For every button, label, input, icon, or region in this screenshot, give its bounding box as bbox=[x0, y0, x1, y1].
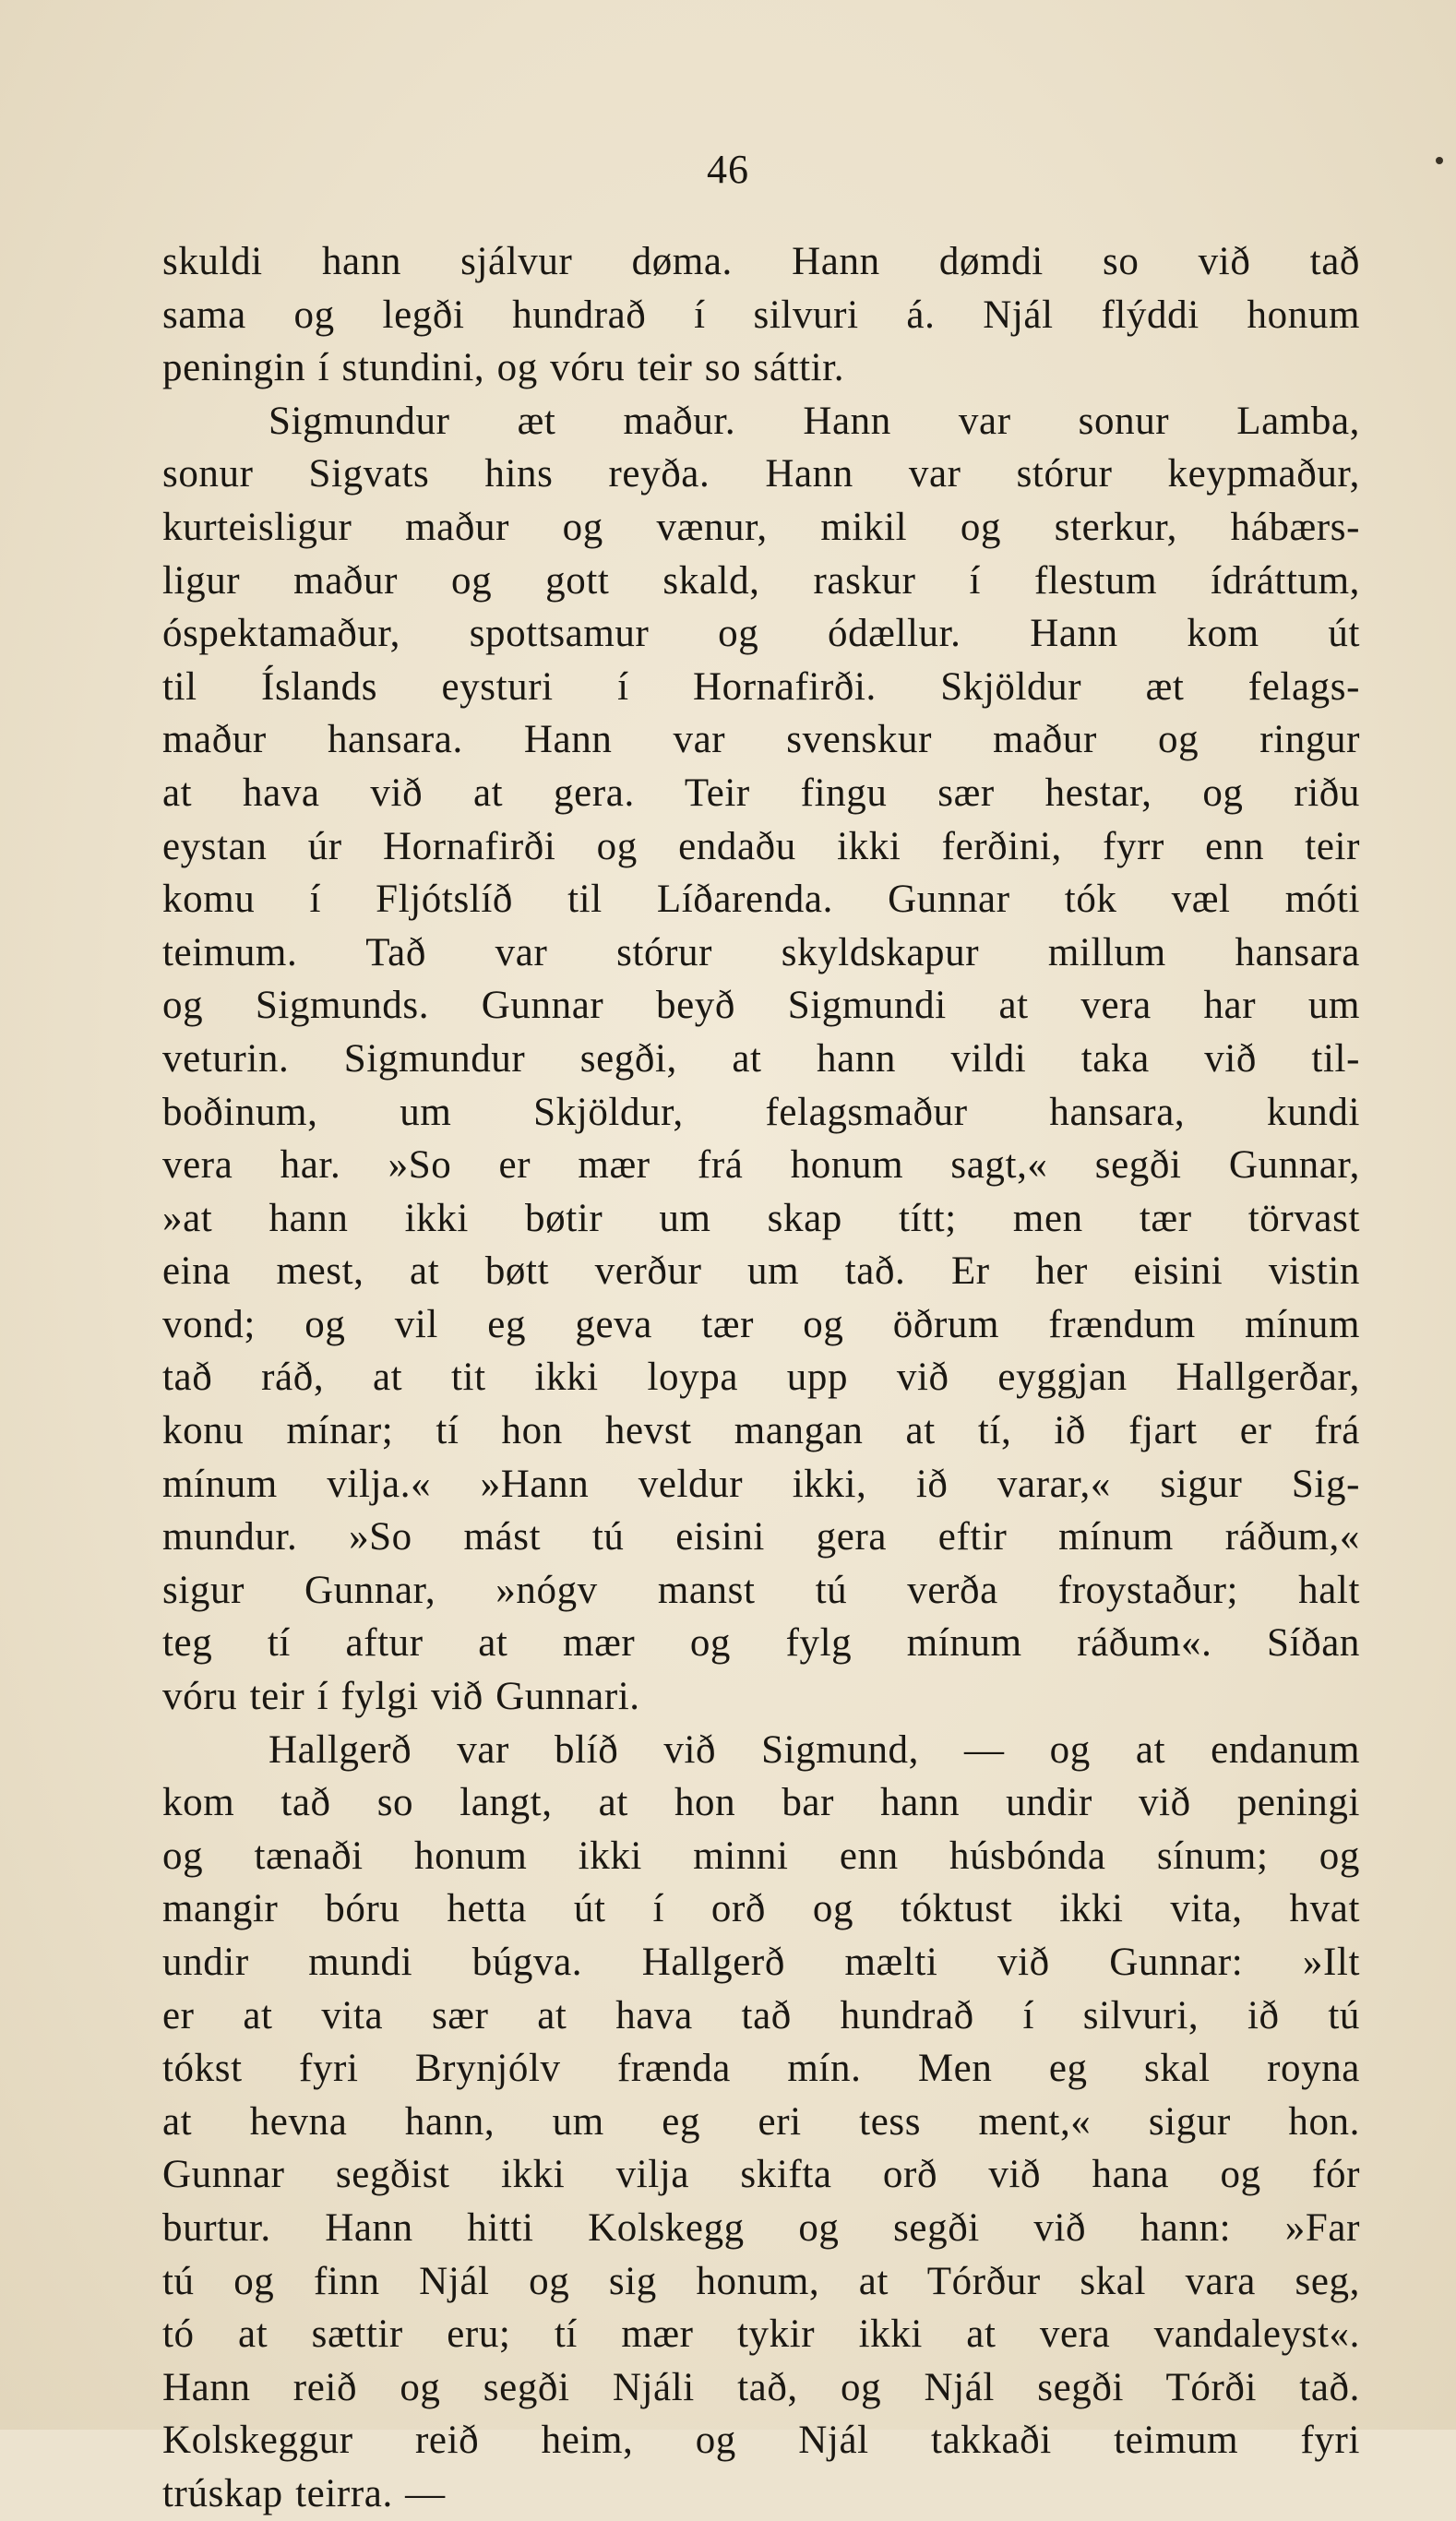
text-line: tókst fyri Brynjólv frænda mín. Men eg skal royna bbox=[162, 2047, 1360, 2091]
page-number: 46 bbox=[707, 147, 749, 192]
text-line: til Íslands eysturi í Hornafirði. Skjöldur æt felags- bbox=[162, 664, 1360, 709]
text-line: Hallgerð var blíð við Sigmund, — og at endanum bbox=[269, 1727, 1360, 1772]
text-line: eystan úr Hornafirði og endaðu ikki ferðini, fyrr enn teir bbox=[162, 824, 1360, 868]
text-line: konu mínar; tí hon hevst mangan at tí, ið fjart er frá bbox=[162, 1409, 1360, 1453]
text-line: vond; og vil eg geva tær og öðrum frændum mínum bbox=[162, 1302, 1360, 1346]
text-line: mundur. »So mást tú eisini gera eftir mínum ráðum,« bbox=[162, 1515, 1360, 1559]
text-line: ligur maður og gott skald, raskur í flestum ídráttum, bbox=[162, 558, 1360, 603]
text-line: komu í Fljótslíð til Líðarenda. Gunnar tók væl móti bbox=[162, 878, 1360, 922]
text-line: kurteisligur maður og vænur, mikil og sterkur, hábærs- bbox=[162, 505, 1360, 549]
text-line: tað ráð, at tit ikki loypa upp við eyggjan Hallgerðar, bbox=[162, 1356, 1360, 1400]
text-line: burtur. Hann hitti Kolskegg og segði við hann: »Far bbox=[162, 2205, 1360, 2250]
text-line: veturin. Sigmundur segði, at hann vildi taka við til- bbox=[162, 1036, 1360, 1081]
text-line: teimum. Tað var stórur skyldskapur millum hansara bbox=[162, 930, 1360, 974]
text-line: Hann reið og segði Njáli tað, og Njál segði Tórði tað. bbox=[162, 2365, 1360, 2409]
text-line: og Sigmunds. Gunnar beyð Sigmundi at vera har um bbox=[162, 984, 1360, 1028]
text-line: mangir bóru hetta út í orð og tóktust ikki vita, hvat bbox=[162, 1887, 1360, 1931]
text-line: Sigmundur æt maður. Hann var sonur Lamba, bbox=[269, 399, 1360, 443]
text-line: sigur Gunnar, »nógv manst tú verða froystaður; halt bbox=[162, 1568, 1360, 1612]
text-line: Gunnar segðist ikki vilja skifta orð við hana og fór bbox=[162, 2153, 1360, 2197]
text-line: er at vita sær at hava tað hundrað í silvuri, ið tú bbox=[162, 1993, 1360, 2037]
text-line: tó at sættir eru; tí mær tykir ikki at vera vandaleyst«. bbox=[162, 2312, 1360, 2357]
text-line: vóru teir í fylgi við Gunnari. bbox=[162, 1675, 640, 1719]
text-line: »at hann ikki bøtir um skap títt; men tær törvast bbox=[162, 1196, 1360, 1240]
text-line: vera har. »So er mær frá honum sagt,« segði Gunnar, bbox=[162, 1143, 1360, 1188]
text-line: Kolskeggur reið heim, og Njál takkaði teimum fyri bbox=[162, 2419, 1360, 2463]
text-line: sama og legði hundrað í silvuri á. Njál flýddi honum bbox=[162, 293, 1360, 337]
text-line: teg tí aftur at mær og fylg mínum ráðum«. Síðan bbox=[162, 1621, 1360, 1666]
text-line: trúskap teirra. — bbox=[162, 2471, 446, 2515]
text-line: boðinum, um Skjöldur, felagsmaður hansara, kundi bbox=[162, 1090, 1360, 1134]
ink-speck bbox=[1436, 157, 1443, 164]
text-line: maður hansara. Hann var svenskur maður og ringur bbox=[162, 718, 1360, 762]
text-line: mínum vilja.« »Hann veldur ikki, ið varar,« sigur Sig- bbox=[162, 1462, 1360, 1506]
text-line: og tænaði honum ikki minni enn húsbónda sínum; og bbox=[162, 1834, 1360, 1878]
text-line: at hevna hann, um eg eri tess ment,« sigur hon. bbox=[162, 2099, 1360, 2144]
text-line: at hava við at gera. Teir fingu sær hestar, og riðu bbox=[162, 771, 1360, 815]
text-line: kom tað so langt, at hon bar hann undir við peningi bbox=[162, 1781, 1360, 1825]
text-line: skuldi hann sjálvur døma. Hann dømdi so við tað bbox=[162, 240, 1360, 283]
text-line: sonur Sigvats hins reyða. Hann var stórur keypmaður, bbox=[162, 452, 1360, 496]
text-line: tú og finn Njál og sig honum, at Tórður skal vara seg, bbox=[162, 2259, 1360, 2303]
text-line: eina mest, at bøtt verður um tað. Er her eisini vistin bbox=[162, 1249, 1360, 1294]
text-line: óspektamaður, spottsamur og ódællur. Hann kom út bbox=[162, 612, 1360, 656]
text-line: peningin í stundini, og vóru teir so sáttir. bbox=[162, 346, 845, 390]
body-text bbox=[162, 235, 1360, 2521]
text-line: undir mundi búgva. Hallgerð mælti við Gunnar: »Ilt bbox=[162, 1941, 1360, 1984]
